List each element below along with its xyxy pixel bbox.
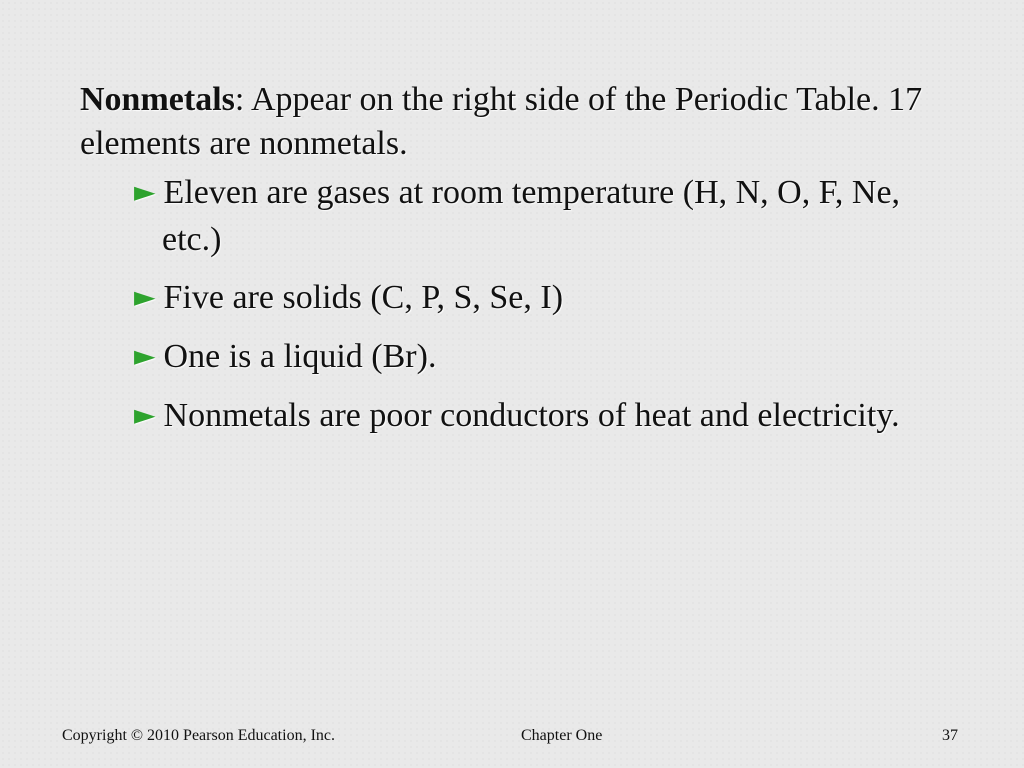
slide-content [80, 78, 960, 440]
copyright-notice: Copyright © 2010 Pearson Education, Inc. [62, 727, 335, 744]
bullet-item-solids [80, 275, 960, 322]
bullet-text: Five are solids (C, P, S, Se, I) [163, 279, 564, 316]
bullet-text: Nonmetals are poor conductors of heat and electricity. [163, 397, 900, 434]
chapter-label: Chapter One [521, 727, 603, 744]
intro-paragraph [80, 78, 960, 166]
bullet-list [80, 170, 960, 440]
bullet-arrow-icon: ► [134, 339, 156, 372]
bullet-text: Eleven are gases at room temperature (H, N, O, F, Ne, etc.) [162, 174, 901, 258]
bullet-text: One is a liquid (Br). [163, 338, 437, 375]
bullet-item-liquid [80, 334, 960, 381]
intro-text: : Appear on the right side of the Periodic Table. 17 elements are nonmetals. [80, 81, 923, 162]
bullet-arrow-icon: ► [134, 175, 156, 208]
bullet-arrow-icon: ► [134, 398, 156, 431]
nonmetals-term: Nonmetals [80, 81, 235, 118]
bullet-item-conductors [80, 393, 960, 440]
bullet-arrow-icon: ► [134, 280, 156, 313]
page-number: 37 [942, 727, 958, 744]
bullet-item-gases [80, 170, 960, 263]
